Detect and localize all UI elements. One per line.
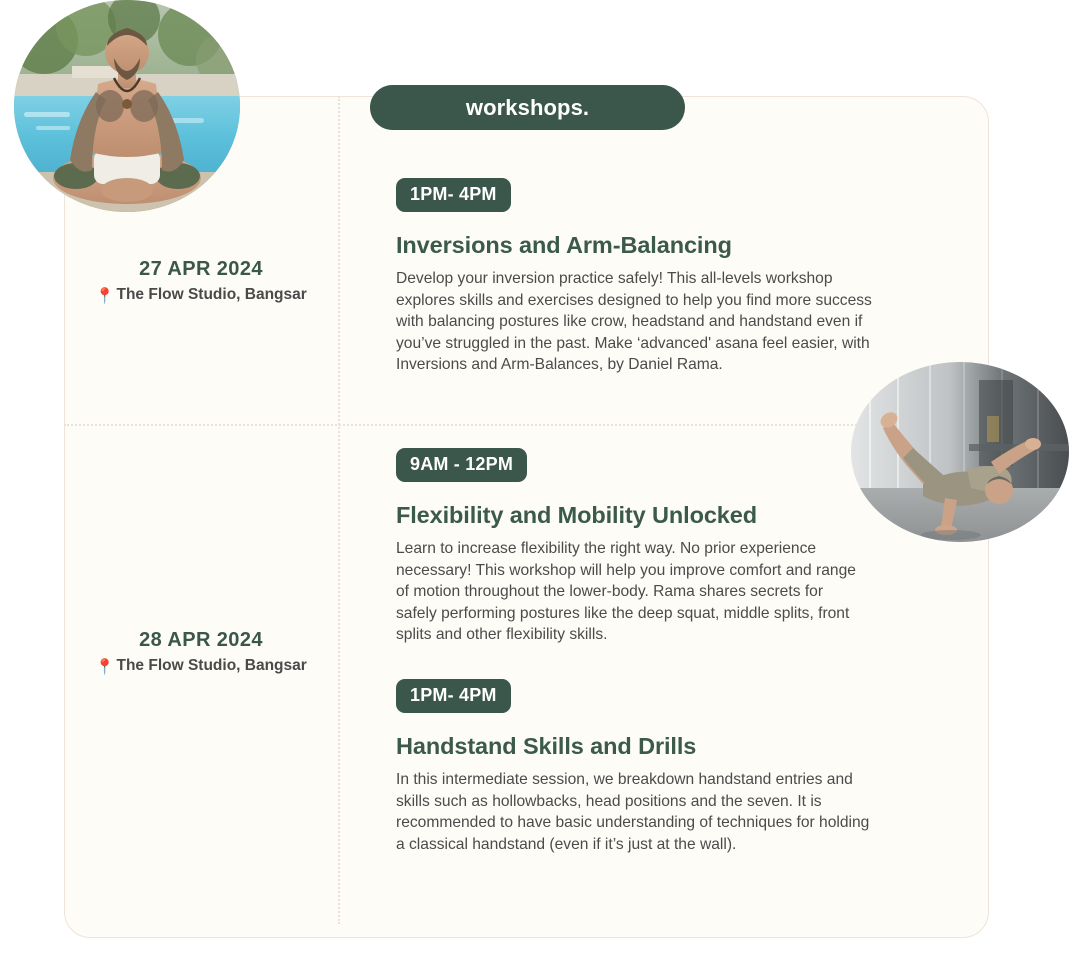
- meditation-photo-graphic: [14, 0, 240, 212]
- session-description: Learn to increase flexibility the right way. No prior experience necessary! This workshop will help you improve comfort and range of motion throughout the lower-body. Rama shares secrets for safely performing postures like the deep squat, middle splits, front splits and other flexibility skills.: [396, 540, 856, 644]
- session-description: In this intermediate session, we breakdown handstand entries and skills such as hollowbacks, head positions and the seven. It is recommended to have basic understanding of techniques for holding a classical handstand (even if it’s just at the wall).: [396, 771, 870, 853]
- location-pin-icon: 📍: [95, 659, 115, 676]
- session-time-badge: 9AM - 12PM: [396, 448, 527, 482]
- meditation-photo: [14, 0, 240, 212]
- date-label-2: 28 APR 2024: [139, 629, 263, 651]
- session-title: Inversions and Arm-Balancing: [396, 232, 732, 258]
- session-time-badge: 1PM- 4PM: [396, 178, 511, 212]
- date-block-1: [64, 258, 338, 308]
- location-text-2: The Flow Studio, Bangsar: [116, 657, 307, 674]
- session-item: [396, 679, 886, 855]
- session-description: Develop your inversion practice safely! This all-levels workshop explores skills and exercises designed to help you find more success with balancing postures like crow, headstand and handstand even if you’ve struggled in the past. Make ‘advanced' asana feel easier, with Inversions and Arm-Balances, by Daniel Rama.: [396, 270, 872, 374]
- date-label-1: 27 APR 2024: [139, 258, 263, 280]
- session-item: [396, 448, 886, 646]
- session-item: [396, 178, 886, 376]
- location-pin-icon: 📍: [95, 288, 115, 305]
- location-label-1: [64, 285, 338, 308]
- workshops-title-pill: [370, 85, 685, 130]
- session-title: Flexibility and Mobility Unlocked: [396, 502, 757, 528]
- session-time-badge: 1PM- 4PM: [396, 679, 511, 713]
- session-title: Handstand Skills and Drills: [396, 733, 697, 759]
- date-block-2: [64, 629, 338, 679]
- vertical-divider: [338, 96, 340, 924]
- location-label-2: [64, 656, 338, 679]
- workshops-title-label: workshops.: [465, 94, 590, 120]
- location-text-1: The Flow Studio, Bangsar: [116, 286, 307, 303]
